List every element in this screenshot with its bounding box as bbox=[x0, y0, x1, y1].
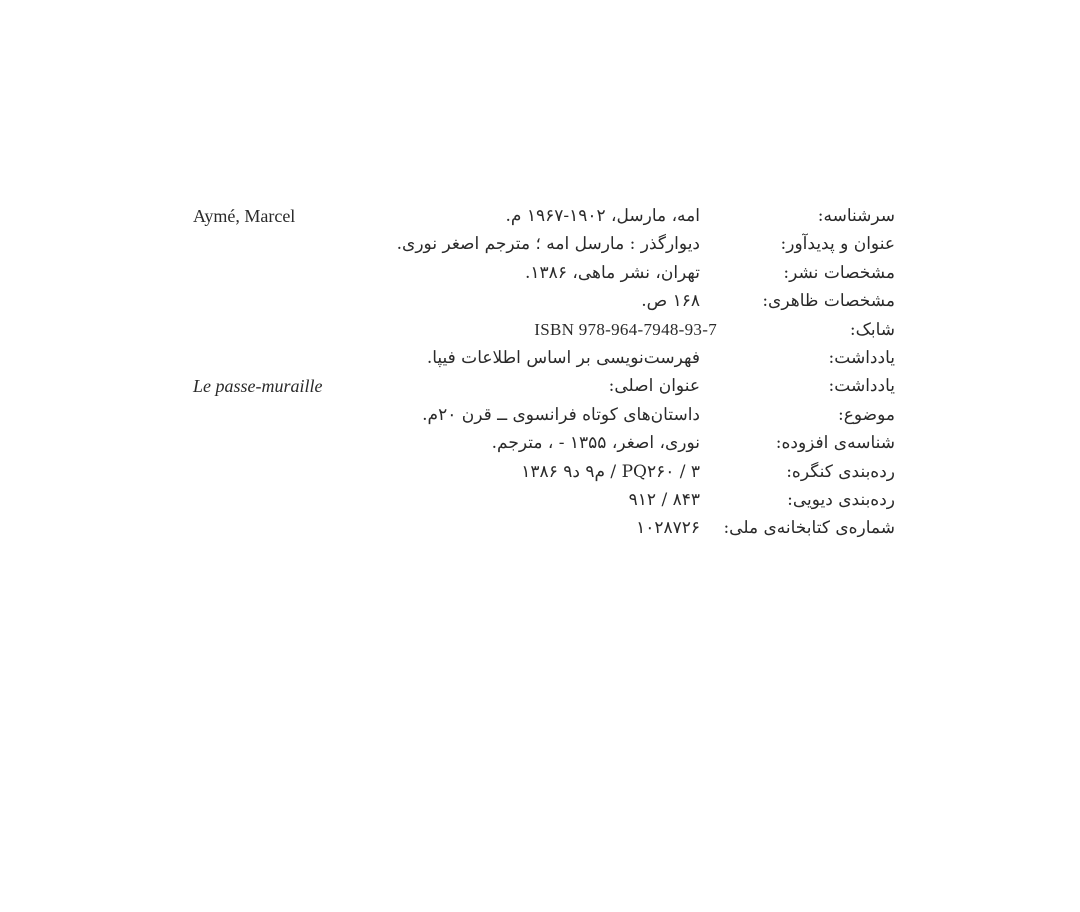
cip-label: رده‌بندی کنگره: bbox=[786, 461, 895, 482]
cataloging-in-publication-block bbox=[185, 202, 895, 543]
cip-label: شماره‌ی کتابخانه‌ی ملی: bbox=[723, 518, 895, 539]
cip-label: سرشناسه: bbox=[817, 206, 895, 226]
cip-value: ۱۶۸ ص. bbox=[641, 291, 700, 312]
cip-label: یادداشت: bbox=[828, 376, 895, 397]
cip-value: دیوارگذر : مارسل امه ؛ مترجم اصغر نوری. bbox=[396, 234, 700, 255]
cip-row-subject bbox=[185, 401, 895, 429]
cip-row-added-entry bbox=[185, 429, 895, 457]
cip-label: موضوع: bbox=[838, 404, 895, 425]
cip-label: رده‌بندی دیویی: bbox=[787, 489, 895, 510]
cip-latin-original-title: Le passe-muraille bbox=[193, 376, 323, 397]
cip-label: مشخصات نشر: bbox=[783, 262, 895, 283]
cip-label: شابک: bbox=[849, 319, 895, 340]
cip-value: داستان‌های کوتاه فرانسوی ــ قرن ۲۰م. bbox=[422, 404, 700, 425]
cip-value: ۸۴۳ / ۹۱۲ bbox=[628, 489, 700, 510]
cip-row-main-entry bbox=[185, 202, 895, 230]
cip-row-original-title-note bbox=[185, 372, 895, 400]
cip-row-isbn bbox=[185, 316, 895, 344]
cip-value: تهران، نشر ماهی، ۱۳۸۶. bbox=[525, 262, 700, 283]
cip-row-physical-description bbox=[185, 287, 895, 315]
cip-row-note bbox=[185, 344, 895, 372]
cip-value: ۱۰۲۸۷۲۶ bbox=[636, 518, 700, 539]
cip-row-publication bbox=[185, 259, 895, 287]
cip-value: نوری، اصغر، ۱۳۵۵ - ، مترجم. bbox=[491, 433, 700, 454]
cip-row-national-library-number bbox=[185, 514, 895, 542]
cip-row-title-statement bbox=[185, 230, 895, 258]
cip-value: PQ۲۶۰ / ۳ / م۹ د۹ ۱۳۸۶ bbox=[521, 461, 700, 482]
cip-label: عنوان و پدیدآور: bbox=[780, 234, 895, 255]
cip-row-dewey-classification bbox=[185, 486, 895, 514]
cip-value: عنوان اصلی: bbox=[608, 376, 700, 397]
cip-label: شناسه‌ی افزوده: bbox=[775, 433, 895, 454]
cip-value: فهرست‌نویسی بر اساس اطلاعات فیپا. bbox=[426, 347, 700, 368]
cip-label: مشخصات ظاهری: bbox=[762, 291, 895, 312]
cip-row-lc-classification bbox=[185, 458, 895, 486]
cip-value: امه، مارسل، ۱۹۰۲-۱۹۶۷ م. bbox=[505, 206, 700, 226]
cip-isbn-value: ISBN 978-964-7948-93-7 bbox=[534, 319, 717, 339]
cip-label: یادداشت: bbox=[828, 347, 895, 368]
cip-latin-author: Aymé, Marcel bbox=[193, 206, 296, 226]
